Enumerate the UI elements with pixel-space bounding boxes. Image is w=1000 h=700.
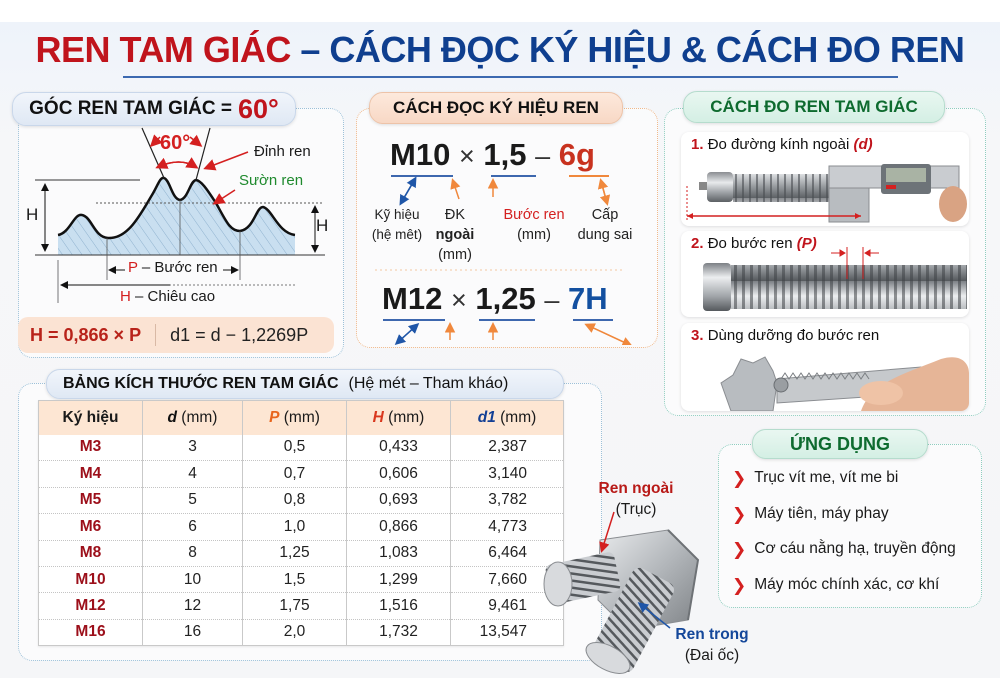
underline-pitch-2 (479, 319, 535, 321)
col-header-d: d (mm) (143, 401, 243, 435)
angle-section-title: GÓC REN TAM GIÁC = 60° (12, 92, 296, 126)
cell-symbol: M5 (39, 487, 143, 513)
cell-h: 0,866 (347, 514, 451, 540)
col-header-d1: d1 (mm) (451, 401, 564, 435)
underline-symbol-2 (383, 319, 445, 321)
table-body (39, 435, 564, 646)
cell-d1: 2,387 (451, 435, 564, 461)
table-row (39, 461, 564, 487)
cell-d: 6 (143, 514, 243, 540)
cell-symbol: M10 (39, 566, 143, 592)
height-label: H – Chiêu cao (120, 288, 216, 305)
cell-d1: 13,547 (451, 619, 564, 645)
flank-label: Sườn ren (239, 172, 304, 189)
cell-d1: 4,773 (451, 514, 564, 540)
cell-p: 0,7 (243, 461, 347, 487)
table-row (39, 593, 564, 619)
cell-d: 5 (143, 487, 243, 513)
underline-tolerance-2 (573, 319, 613, 321)
title-underline (123, 76, 898, 78)
chevron-right-icon: ❯ (732, 539, 747, 559)
cell-h: 0,693 (347, 487, 451, 513)
chevron-right-icon: ❯ (732, 575, 747, 595)
table-title: BẢNG KÍCH THƯỚC REN TAM GIÁC (Hệ mét – Tham kháo) (46, 369, 564, 399)
col-header-symbol: Ký hiệu (39, 401, 143, 435)
reading-section-title: CÁCH ĐỌC KÝ HIỆU REN (369, 92, 623, 124)
application-item: ❯ Máy móc chính xác, cơ khí (732, 575, 940, 595)
formula-divider (155, 324, 156, 346)
cell-d1: 6,464 (451, 540, 564, 566)
col-header-p: P (mm) (243, 401, 347, 435)
height-formula: H = 0,866 × P (30, 324, 142, 345)
cell-d1: 3,140 (451, 461, 564, 487)
pitch-gauge-image (681, 323, 969, 411)
cell-p: 1,25 (243, 540, 347, 566)
pitch-label: P – Bước ren (128, 259, 218, 276)
crest-label: Đỉnh ren (254, 143, 311, 160)
cell-symbol: M4 (39, 461, 143, 487)
step-card-3: 3. Dùng dưỡng đo bước ren (681, 323, 969, 411)
table-row (39, 514, 564, 540)
cell-d: 4 (143, 461, 243, 487)
measure-section-title: CÁCH ĐO REN TAM GIÁC (683, 91, 945, 123)
cell-symbol: M3 (39, 435, 143, 461)
cell-d: 12 (143, 593, 243, 619)
height-right-label: H (316, 216, 329, 235)
external-thread-callout: Ren ngoài (Trục) (598, 480, 674, 518)
legend-diameter: ĐK ngoài (mm) (435, 207, 475, 263)
title-blue-part: CÁCH ĐỌC KÝ HIỆU & CÁCH ĐO REN (329, 29, 965, 70)
cell-p: 0,5 (243, 435, 347, 461)
cell-symbol: M16 (39, 619, 143, 645)
cell-d1: 9,461 (451, 593, 564, 619)
cell-d1: 7,660 (451, 566, 564, 592)
cell-p: 1,5 (243, 566, 347, 592)
cell-symbol: M12 (39, 593, 143, 619)
cell-d: 16 (143, 619, 243, 645)
table-row (39, 487, 564, 513)
cell-p: 1,0 (243, 514, 347, 540)
application-item: ❯ Trục vít me, vít me bi (732, 468, 899, 488)
cell-d: 10 (143, 566, 243, 592)
application-item: ❯ Máy tiên, máy phay (732, 504, 889, 524)
internal-thread-callout: Ren trong (Đai ốc) (675, 626, 749, 664)
cell-h: 1,732 (347, 619, 451, 645)
angle-label: 60° (160, 132, 191, 154)
col-header-h: H (mm) (347, 401, 451, 435)
cell-h: 1,299 (347, 566, 451, 592)
legend-symbol: Kỹ hiệu (hệ mêt) (371, 207, 423, 242)
applications-title: ỨNG DỤNG (752, 429, 928, 459)
step-card-1: 1. Đo đường kính ngoài (d) (681, 132, 969, 226)
table-row (39, 435, 564, 461)
cell-h: 0,433 (347, 435, 451, 461)
table-row (39, 566, 564, 592)
cell-p: 0,8 (243, 487, 347, 513)
table-row (39, 619, 564, 645)
cell-h: 0,606 (347, 461, 451, 487)
cell-symbol: M8 (39, 540, 143, 566)
application-item: ❯ Cơ cáu nằng hạ, truyền động (732, 539, 956, 559)
page-title: REN TAM GIÁC – CÁCH ĐỌC KÝ HIỆU & CÁCH ĐO REN (35, 29, 965, 70)
notation-example-2: M12 × 1,25 – 7H (382, 281, 608, 316)
table-header-row (39, 401, 564, 435)
cell-d1: 3,782 (451, 487, 564, 513)
minor-diameter-formula: d1 = d − 1,2269P (170, 324, 309, 345)
cell-d: 8 (143, 540, 243, 566)
cell-h: 1,516 (347, 593, 451, 619)
title-red-part: REN TAM GIÁC (35, 29, 291, 70)
chevron-right-icon: ❯ (732, 468, 747, 488)
step-card-2: 2. Đo bước ren (P) (681, 231, 969, 317)
notation-example-1: M10 × 1,5 – 6g (390, 137, 595, 172)
thread-size-table (38, 400, 564, 646)
cell-d: 3 (143, 435, 243, 461)
angle-value: 60° (238, 93, 279, 124)
cell-h: 1,083 (347, 540, 451, 566)
cell-symbol: M6 (39, 514, 143, 540)
formula-box (18, 317, 334, 353)
legend-pitch: Bước ren (mm) (503, 207, 565, 243)
height-left-label: H (26, 205, 39, 224)
threaded-rod-image (681, 231, 969, 317)
cell-p: 1,75 (243, 593, 347, 619)
table-row (39, 540, 564, 566)
chevron-right-icon: ❯ (732, 504, 747, 524)
legend-tolerance: Cấp dung sai (577, 207, 633, 243)
caliper-image (681, 158, 969, 226)
cell-p: 2,0 (243, 619, 347, 645)
